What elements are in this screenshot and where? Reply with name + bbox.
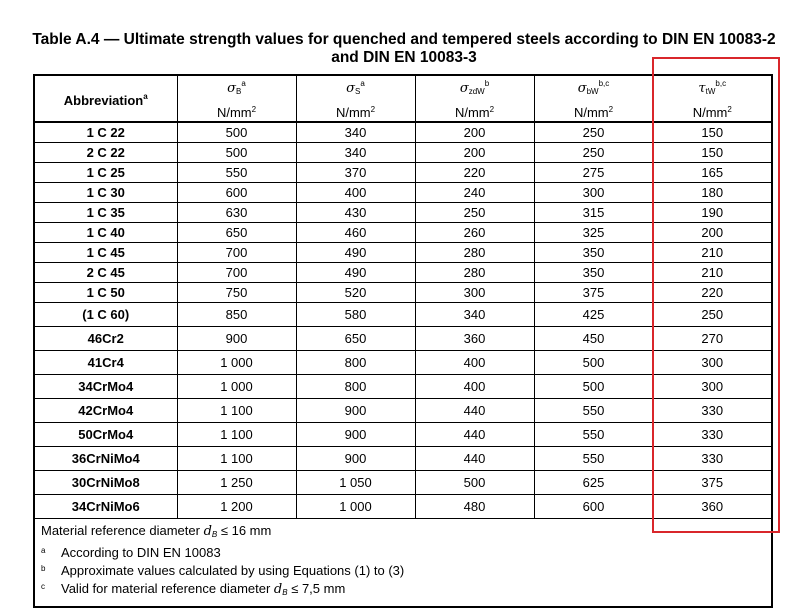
footnote-a: a According to DIN EN 10083 — [41, 545, 221, 560]
cell-value: 625 — [534, 471, 653, 495]
cell-value: 750 — [177, 283, 296, 303]
cell-value: 900 — [296, 423, 415, 447]
cell-value: 450 — [534, 327, 653, 351]
table-row — [34, 327, 772, 351]
cell-value: 165 — [653, 163, 772, 183]
cell-value: 300 — [653, 375, 772, 399]
cell-value: 325 — [534, 223, 653, 243]
cell-value: 250 — [415, 203, 534, 223]
cell-value: 440 — [415, 447, 534, 471]
cell-abbreviation: 42CrMo4 — [34, 399, 177, 423]
cell-value: 1 100 — [177, 399, 296, 423]
table-row — [34, 243, 772, 263]
header-sigma-s: $\sigma_S^a$ $N/mm^2$ — [296, 75, 415, 122]
cell-value: 300 — [653, 351, 772, 375]
header-sigma-bw: $\sigma_{bW}^{b,c}$ $N/mm^2$ — [534, 75, 653, 122]
cell-abbreviation: 1 C 35 — [34, 203, 177, 223]
note-reference-diameter: Material reference diameter $d_B \le 16$ mm — [41, 523, 272, 539]
cell-value: 1 250 — [177, 471, 296, 495]
cell-value: 500 — [415, 471, 534, 495]
cell-abbreviation: 34CrNiMo6 — [34, 495, 177, 519]
cell-value: 800 — [296, 375, 415, 399]
table-title-line-1: Table A.4 — Ultimate strength values for quenched and tempered steels according to DIN EN 10083-2 — [32, 31, 776, 48]
header-sigma-b: $\sigma_B^a$ $N/mm^2$ — [177, 75, 296, 122]
cell-value: 1 000 — [177, 375, 296, 399]
cell-value: 200 — [415, 122, 534, 143]
table-row — [34, 143, 772, 163]
header-sigma-zdw: $\sigma_{zdW}^b$ $N/mm^2$ — [415, 75, 534, 122]
cell-value: 430 — [296, 203, 415, 223]
cell-value: 300 — [534, 183, 653, 203]
cell-value: 440 — [415, 399, 534, 423]
table-title-line-2: and DIN EN 10083-3 — [331, 49, 477, 66]
cell-value: 500 — [534, 375, 653, 399]
cell-abbreviation: 36CrNiMo4 — [34, 447, 177, 471]
cell-value: 550 — [534, 399, 653, 423]
cell-value: 800 — [296, 351, 415, 375]
cell-value: 270 — [653, 327, 772, 351]
strength-table — [33, 74, 773, 608]
cell-value: 400 — [415, 375, 534, 399]
cell-value: 370 — [296, 163, 415, 183]
cell-abbreviation: 2 C 45 — [34, 263, 177, 283]
cell-value: 240 — [415, 183, 534, 203]
cell-value: 340 — [415, 303, 534, 327]
cell-value: 550 — [534, 447, 653, 471]
cell-value: 200 — [653, 223, 772, 243]
table-notes — [34, 519, 772, 608]
cell-value: 1 050 — [296, 471, 415, 495]
cell-value: 600 — [177, 183, 296, 203]
table-row — [34, 183, 772, 203]
cell-abbreviation: 30CrNiMo8 — [34, 471, 177, 495]
cell-value: 700 — [177, 243, 296, 263]
cell-abbreviation: (1 C 60) — [34, 303, 177, 327]
cell-value: 250 — [534, 143, 653, 163]
cell-value: 630 — [177, 203, 296, 223]
cell-value: 460 — [296, 223, 415, 243]
cell-value: 350 — [534, 263, 653, 283]
cell-value: 250 — [534, 122, 653, 143]
cell-value: 150 — [653, 143, 772, 163]
table-row — [34, 223, 772, 243]
cell-value: 650 — [296, 327, 415, 351]
table-row — [34, 399, 772, 423]
cell-value: 300 — [415, 283, 534, 303]
table-row — [34, 122, 772, 143]
footnote-c: c Valid for material reference diameter $d_B \le 7,5$ mm — [41, 581, 346, 597]
cell-value: 1 000 — [177, 351, 296, 375]
table-row — [34, 163, 772, 183]
table-row — [34, 303, 772, 327]
footnote-b: b Approximate values calculated by using Equations (1) to (3) — [41, 563, 405, 578]
cell-value: 1 100 — [177, 423, 296, 447]
cell-value: 425 — [534, 303, 653, 327]
cell-value: 650 — [177, 223, 296, 243]
table-row — [34, 283, 772, 303]
cell-value: 600 — [534, 495, 653, 519]
cell-value: 275 — [534, 163, 653, 183]
cell-value: 150 — [653, 122, 772, 143]
cell-abbreviation: 2 C 22 — [34, 143, 177, 163]
header-row — [34, 75, 772, 122]
table-row — [34, 263, 772, 283]
cell-abbreviation: 41Cr4 — [34, 351, 177, 375]
cell-value: 400 — [296, 183, 415, 203]
cell-value: 850 — [177, 303, 296, 327]
cell-value: 375 — [534, 283, 653, 303]
cell-value: 340 — [296, 143, 415, 163]
cell-value: 190 — [653, 203, 772, 223]
cell-abbreviation: 1 C 25 — [34, 163, 177, 183]
cell-value: 480 — [415, 495, 534, 519]
cell-value: 500 — [534, 351, 653, 375]
cell-value: 260 — [415, 223, 534, 243]
cell-value: 1 000 — [296, 495, 415, 519]
cell-abbreviation: 1 C 50 — [34, 283, 177, 303]
cell-value: 500 — [177, 122, 296, 143]
cell-value: 550 — [534, 423, 653, 447]
cell-value: 900 — [296, 447, 415, 471]
cell-value: 180 — [653, 183, 772, 203]
cell-value: 900 — [296, 399, 415, 423]
cell-value: 360 — [653, 495, 772, 519]
cell-value: 330 — [653, 399, 772, 423]
cell-abbreviation: 1 C 45 — [34, 243, 177, 263]
cell-value: 520 — [296, 283, 415, 303]
cell-value: 490 — [296, 243, 415, 263]
cell-value: 360 — [415, 327, 534, 351]
cell-abbreviation: 50CrMo4 — [34, 423, 177, 447]
cell-abbreviation: 46Cr2 — [34, 327, 177, 351]
cell-value: 400 — [415, 351, 534, 375]
table-row — [34, 423, 772, 447]
cell-value: 350 — [534, 243, 653, 263]
cell-value: 280 — [415, 263, 534, 283]
cell-abbreviation: 1 C 22 — [34, 122, 177, 143]
table-row — [34, 375, 772, 399]
header-tau-tw: $\tau_{tW}^{b,c}$ $N/mm^2$ — [653, 75, 772, 122]
cell-abbreviation: 1 C 40 — [34, 223, 177, 243]
cell-value: 340 — [296, 122, 415, 143]
cell-value: 330 — [653, 447, 772, 471]
cell-abbreviation: 34CrMo4 — [34, 375, 177, 399]
cell-value: 700 — [177, 263, 296, 283]
cell-value: 220 — [653, 283, 772, 303]
notes-row — [34, 519, 772, 608]
cell-value: 490 — [296, 263, 415, 283]
cell-value: 200 — [415, 143, 534, 163]
cell-value: 580 — [296, 303, 415, 327]
cell-value: 1 100 — [177, 447, 296, 471]
cell-value: 330 — [653, 423, 772, 447]
cell-value: 900 — [177, 327, 296, 351]
table-row — [34, 447, 772, 471]
cell-value: 210 — [653, 243, 772, 263]
cell-value: 375 — [653, 471, 772, 495]
cell-value: 220 — [415, 163, 534, 183]
header-abbreviation: Abbreviation$^a$ — [34, 75, 177, 122]
cell-value: 550 — [177, 163, 296, 183]
cell-value: 210 — [653, 263, 772, 283]
table-title — [0, 31, 808, 67]
cell-value: 315 — [534, 203, 653, 223]
table-row — [34, 471, 772, 495]
table-row — [34, 495, 772, 519]
cell-value: 440 — [415, 423, 534, 447]
cell-value: 280 — [415, 243, 534, 263]
cell-value: 250 — [653, 303, 772, 327]
table-row — [34, 351, 772, 375]
cell-abbreviation: 1 C 30 — [34, 183, 177, 203]
cell-value: 1 200 — [177, 495, 296, 519]
cell-value: 500 — [177, 143, 296, 163]
table-row — [34, 203, 772, 223]
